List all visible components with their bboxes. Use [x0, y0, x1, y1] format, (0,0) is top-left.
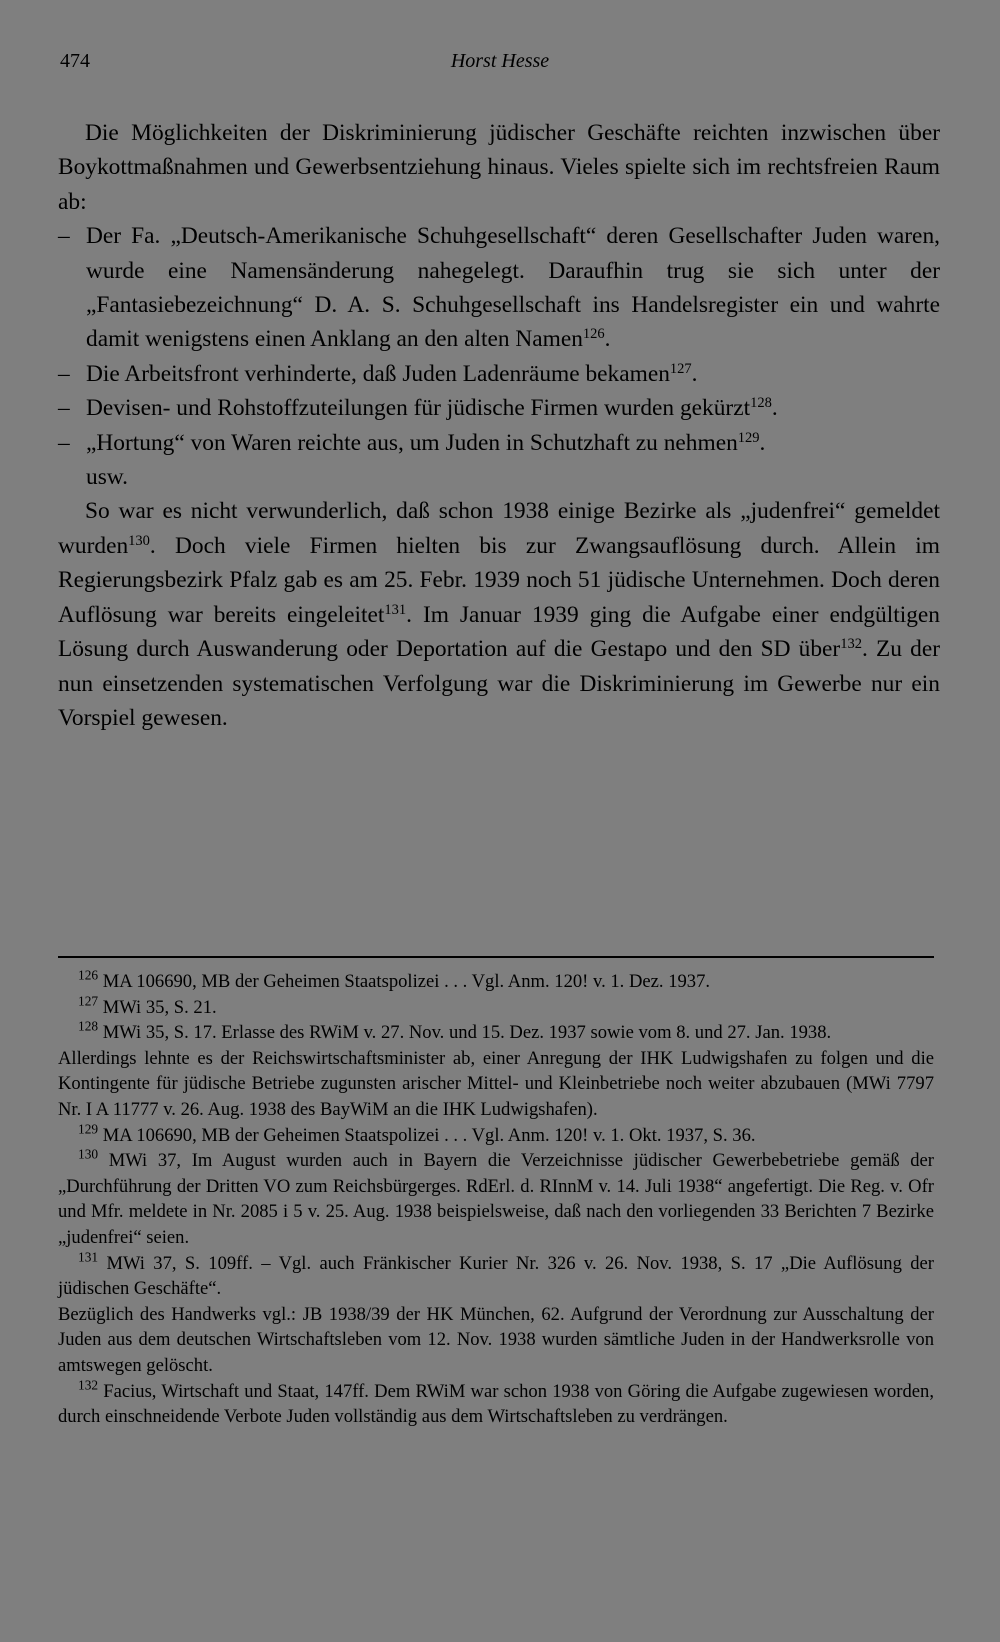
footnote-text: MWi 37, S. 109ff. – Vgl. auch Fränkischer Kurier Nr. 326 v. 26. Nov. 1938, S. 17 „Die Auflösung der jüdischen Geschäfte“. — [58, 1252, 934, 1300]
footnote-number: 130 — [78, 1146, 99, 1162]
footnote-ref: 130 — [128, 532, 150, 549]
footnote-ref: 127 — [669, 360, 692, 377]
list-item-end: . — [604, 326, 611, 353]
footnote-ref: 128 — [750, 395, 772, 412]
footnote-text: Bezüglich des Handwerks vgl.: JB 1938/39 der HK München, 62. Aufgrund der Verordnung zur Ausschaltung der Juden aus dem deutschen Wirtschaftsleben vom 12. Nov. 1938 wurden sämtliche Juden in der Handwerksrolle von amtswegen gelöscht. — [58, 1303, 934, 1376]
list-item — [58, 219, 940, 357]
footnote-separator — [58, 956, 934, 958]
main-paragraph — [58, 494, 940, 735]
footnote-text: Facius, Wirtschaft und Staat, 147ff. Dem RWiM war schon 1938 von Göring die Aufgabe zugewiesen worden, durch einschneidende Verbote Juden vollständig aus dem Wirtschaftsleben zu verdrängen. — [58, 1380, 934, 1428]
footnote-number: 129 — [78, 1121, 99, 1137]
paragraph-text: . Doch viele Firmen hielten bis zur Zwangsauflösung durch. Allein im Regierungsbezirk Pfalz gab es am 25. Febr. 1939 noch 51 jüdische Unternehmen. Doch deren Auflösung war bereits eingeleitet — [58, 532, 940, 628]
footnote-text: MA 106690, MB der Geheimen Staatspolizei . . . Vgl. Anm. 120! v. 1. Dez. 1937. — [102, 971, 711, 992]
list-item-end: . — [691, 360, 698, 387]
list-item-text: Der Fa. „Deutsch-Amerikanische Schuhgesellschaft“ deren Gesellschafter Juden waren, wurde eine Namensänderung nahegelegt. Daraufhin trug sie sich unter der „Fantasiebezeichnung“ D. A. S. Schuhgesellschaft ins Handelsregister ein und wahrte damit wenigstens einen Anklang an den alten Namen — [86, 223, 940, 353]
page-header — [60, 50, 940, 80]
footnote — [58, 995, 934, 1021]
footnotes — [58, 969, 934, 1430]
paragraph-text: . Zu der nun einsetzenden systematischen Verfolgung war die Diskriminierung im Gewerbe nur ein Vorspiel gewesen. — [58, 636, 940, 731]
body-text — [58, 116, 940, 735]
list-dash: – — [58, 223, 70, 250]
footnote-ref: 131 — [384, 601, 407, 618]
list-item-text: Devisen- und Rohstoffzuteilungen für jüdische Firmen wurden gekürzt — [86, 395, 751, 422]
usw-line: usw. — [86, 464, 129, 491]
footnote-ref: 132 — [840, 636, 862, 653]
footnote — [58, 1379, 934, 1430]
list-dash: – — [58, 429, 70, 456]
list-item — [58, 391, 940, 425]
footnote — [58, 1123, 934, 1149]
list-dash: – — [58, 360, 70, 387]
list-item — [58, 357, 940, 391]
footnote-number: 127 — [78, 993, 99, 1009]
footnote — [58, 969, 934, 995]
page-number: 474 — [60, 50, 90, 72]
footnote-number: 131 — [78, 1249, 99, 1265]
footnote — [58, 1148, 934, 1250]
paragraph-text: . Im Januar 1939 ging die Aufgabe einer endgültigen Lösung durch Auswanderung oder Deportation auf die Gestapo und den SD über — [58, 601, 940, 663]
footnote-number: 128 — [78, 1018, 99, 1034]
list-dash: – — [58, 395, 70, 422]
footnote — [58, 1020, 934, 1046]
footnote-text: MWi 35, S. 21. — [102, 996, 217, 1018]
footnote-text: MWi 37, Im August wurden auch in Bayern die Verzeichnisse jüdischer Gewerbebetriebe gemäß der „Durchführung der Dritten VO zum Reichsbürgerges. RdErl. d. RInnM v. 14. Juli 1938“ angefertigt. Die Reg. v. Ofr und Mfr. meldete in Nr. 2085 i 5 v. 25. Aug. 1938 beispielsweise, daß nach den vorliegenden 33 Berichten 7 Bezirke „judenfrei“ seien. — [58, 1150, 934, 1248]
list-item-end: . — [759, 429, 766, 456]
running-head: Horst Hesse — [450, 50, 550, 72]
list-item-text: Die Arbeitsfront verhinderte, daß Juden Ladenräume bekamen — [86, 360, 670, 387]
paragraph-text: So war es nicht verwunderlich, daß schon 1938 einige Bezirke als „judenfrei“ gemeldet wurden — [58, 498, 940, 559]
intro-paragraph: Die Möglichkeiten der Diskriminierung jüdischer Geschäfte reichten inzwischen über Boykottmaßnahmen und Gewerbsentziehung hinaus. Vieles spielte sich im rechtsfreien Raum ab: — [58, 120, 940, 215]
list-item-text: „Hortung“ von Waren reichte aus, um Juden in Schutzhaft zu nehmen — [86, 429, 738, 456]
list-item — [58, 426, 940, 460]
footnote — [58, 1251, 934, 1302]
footnote-continuation — [58, 1302, 934, 1379]
footnote-number: 126 — [78, 967, 99, 983]
footnote-ref: 129 — [737, 429, 760, 446]
footnote-ref: 126 — [582, 326, 605, 343]
footnote-text: MA 106690, MB der Geheimen Staatspolizei . . . Vgl. Anm. 120! v. 1. Okt. 1937, S. 36. — [102, 1124, 756, 1146]
footnote-text: Allerdings lehnte es der Reichswirtschaftsminister ab, einer Anregung der IHK Ludwigshafen zu folgen und die Kontingente für jüdische Betriebe zugunsten arischer Mittel- und Kleinbetriebe noch weiter abzubauen (MWi 7797 Nr. I A 11777 v. 26. Aug. 1938 des BayWiM an die IHK Ludwigshafen). — [58, 1047, 934, 1120]
footnote-number: 132 — [78, 1377, 99, 1393]
footnote-text: MWi 35, S. 17. Erlasse des RWiM v. 27. Nov. und 15. Dez. 1937 sowie vom 8. und 27. Jan. 1938. — [102, 1022, 832, 1044]
list-item-end: . — [771, 395, 778, 422]
footnote-continuation — [58, 1046, 934, 1123]
measures-list — [58, 219, 940, 460]
